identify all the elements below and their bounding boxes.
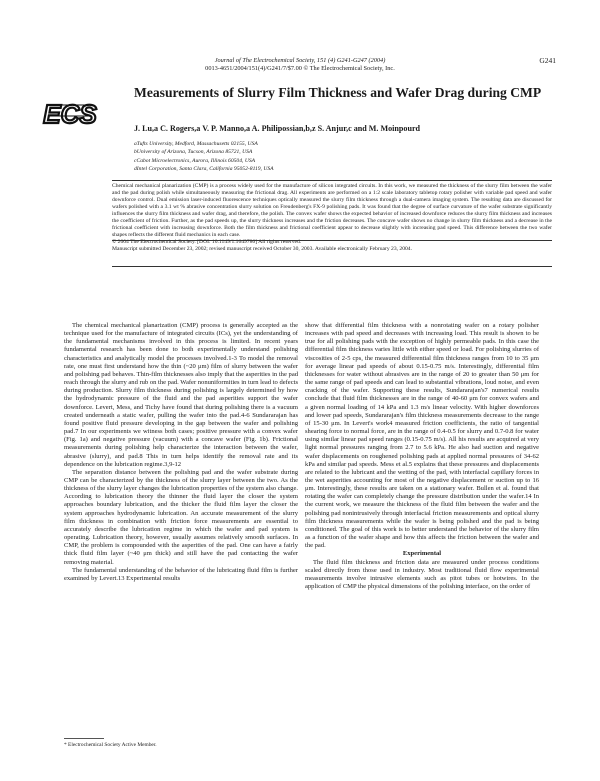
right-column xyxy=(305,322,539,591)
left-column xyxy=(64,322,298,583)
footnote-rule xyxy=(64,738,104,739)
affiliation-d: dIntel Corporation, Santa Clara, California 95052-8119, USA xyxy=(134,165,274,172)
affiliation-c: cCabot Microelectronics, Aurora, Illinois 60504, USA xyxy=(134,157,256,164)
journal-header xyxy=(60,57,540,73)
paragraph: The fundamental understanding of the behavior of the lubricating fluid film is further examined by Levert.13 Experimental results xyxy=(64,566,298,582)
paragraph: The separation distance between the polishing pad and the wafer substrate during CMP can be characterized by the thickness of the slurry layer between the two. As the thickness of the slurry layer changes the lubrication properties of the system also change. According to lubrication theory the thinner the fluid layer the closer the system approaches boundary lubrication, and the thicker the fluid film layer the closer the system approaches hydrodynamic lubrication. An accurate measurement of the slurry film thickness in combination with friction force measurements are essential to accurately describe the lubrication regime in which the wafer and pad system is operating. Lubrication theory, however, usually assumes relatively smooth surfaces. In CMP, the problem is compounded with the asperities of the pad. One can have a fairly thick fluid film layer (~40 μm thick) and still have the pad contacting the wafer removing material. xyxy=(64,468,298,566)
logo-text: ECS xyxy=(43,99,97,129)
submission-info: Manuscript submitted December 23, 2002; revised manuscript received October 30, 2003. Available electronically February 23, 2004. xyxy=(112,246,413,252)
footnote: * Electrochemical Society Active Member. xyxy=(64,742,157,748)
paragraph: The fluid film thickness and friction data are measured under process conditions scaled directly from those used in industry. Most traditional fluid flow experimental measurements involve intrusive elements such as pitot tubes or hotwires. In the application of CMP the physical dimensions of the polishing interface, on the order of xyxy=(305,558,539,590)
page-number: G241 xyxy=(539,56,556,65)
abstract-bottom-rule xyxy=(112,240,552,241)
copyright-line: © 2004 The Electrochemical Society. [DOI: 10.1149/1.1649786] All rights reserved. xyxy=(112,239,302,246)
section-heading: Experimental xyxy=(402,550,442,558)
ecs-logo xyxy=(43,90,97,134)
abstract-text: Chemical mechanical planarization (CMP) is a process widely used for the manufacture of silicon integrated circuits. In this work, we measured the thickness of the slurry film between the wafer and the pad during polish while simultaneously measuring the frictional drag. All experiments are performed on a 1:2 scale laboratory tabletop rotary polisher with variable pad speed and wafer downforce control. Dual emission laser-induced fluorescence techniques optically measured the slurry film thickness through a dual-camera imaging system. The resulting data are discussed for wafers polished with a 3.1 wt % abrasive concentration slurry solution on Freudenberg's FX-9 polishing pads. It was found that the degree of surface curvature of the wafer substrate significantly influences the slurry film thickness and wafer drag, and therefore, the polish. The convex wafer shows the expected behavior of increased downforce reduces the slurry film thickness and increases the coefficient of friction. Further, as the pad speeds up, the slurry thickness increases and the friction decreases. The concave wafer shows no change in slurry film thickness and a decrease in the frictional coefficient with increasing downforce. Both the film thickness and frictional coefficient appear to decrease slightly with increasing pad speed. This difference between the two wafer shapes reflects the different fluid mechanics in each case. xyxy=(112,183,552,239)
submission-rule xyxy=(112,266,552,267)
abstract-top-rule xyxy=(112,180,552,181)
paper-title: Measurements of Slurry Film Thickness and Wafer Drag during CMP xyxy=(134,85,542,100)
affiliation-b: bUniversity of Arizona, Tucson, Arizona 85721, USA xyxy=(134,149,253,156)
journal-citation: Journal of The Electrochemical Society, 151 (4) G241-G247 (2004) xyxy=(214,57,386,64)
affiliation-a: aTufts University, Medford, Massachusetts 02155, USA xyxy=(134,141,258,147)
affiliations xyxy=(134,140,554,173)
abstract xyxy=(112,183,552,246)
paragraph: The chemical mechanical planarization (CMP) process is generally accepted as the technique used for the manufacture of integrated circuits (ICs), yet the understanding of the fundamental mechanisms involved in this process is limited. In recent years fundamental research has been done to both experimentally understand polishing characteristics and analytically model the processes involved.1-3 To model the removal rate, one must first understand how the thin (~20 μm) film of slurry between the wafer and polishing pad behaves. Thin-film thicknesses also imply that the asperities in the pad reach through the slurry and rub on the pad. Wafer nonuniformities in turn lead to defects during production. Slurry film thickness during polishing is largely determined by how the hydrodynamic pressure of the fluid and the pad asperities support the wafer downforce. Levert, Mess, and Tichy have found that during polishing there is a vacuum created underneath a static wafer, pulling the wafer into the pad.4-6 Sundararajan has found positive fluid pressure developing in the gap between the wafer and polishing pad.7 In our experiments we witness both cases; positive pressure with a convex wafer (Fig. 1a) and negative pressure (vacuum) with a concave wafer (Fig. 1b). Frictional measurements during polishing help characterize the interaction between the wafer, abrasive (slurry), and pad.8 This in turn helps identify the removal rate and its dependence on the lubrication regime.3,9-12 xyxy=(64,322,298,468)
journal-code: 0013-4651/2004/151(4)/G241/7/$7.00 © The Electrochemical Society, Inc. xyxy=(205,65,395,72)
author-list: J. Lu,a C. Rogers,a V. P. Manno,a A. Philipossian,b,z S. Anjur,c and M. Moinpourd xyxy=(134,124,421,133)
paragraph: show that differential film thickness with a nonrotating wafer on a rotary polisher increases with pad speed and decreases with increasing load. This result is shown to be true for all polishing pads with the exception of highly permeable pads. In this case the differential film thickness varies little with either speed or load. For polishing slurries of viscosities of 2-5 cps, the measured differential film thickness ranges from 10 to 35 μm for average linear pad speeds of about 0.15-0.75 m/s. Interestingly, differential film thicknesses for water without abrasives are in the range of 20 to greater than 50 μm for the same range of pad speeds and can lead to substantial vibrations, loud noise, and even cracking of the wafer. Supporting these results, Sundararajan's7 numerical results conclude that fluid film thicknesses are in the range of 40-60 μm for convex wafers and a given normal loading of 14 kPa and 1.3 m/s linear velocity. With higher downforces and lower pad speeds, Sundararajan's film thickness measurements decrease to the range of 15-30 μm. In Levert's work4 measured friction coefficients, the ratio of tangential shearing force to normal force, are in the range of 0.4-0.5 for slurry and 0.7-0.8 for water using similar linear pad speed ranges (0.15-0.75 m/s). All his results are acquired at very light normal pressures ranging from 2.7 to 5.6 kPa. He also had suction and negative wafer displacements on roughened polishing pads at applied normal pressures of 34-62 kPa and similar pad speeds. Mess et al.5 explains that these pressures and displacements are related to the lubricant and the wetting of the pad, with interfacial capillary forces in the wet asperities accounting for most of the negative displacement or suction up to 16 μm. Interestingly, these results are taken on a stationary wafer. Bullen et al. found that rotating the wafer can completely change the pressure distribution under the wafer.14 In the current work, we measure the thickness of the fluid film between the wafer and the polishing pad nonintrusively through interfacial friction measurements and optical slurry film thickness measurements while the wafer is being polished and the pad is being conditioned. The goal of this work is to better understand the behavior of the slurry film as a function of the wafer shape and how this affects the friction between the wafer and the pad. xyxy=(305,322,539,550)
